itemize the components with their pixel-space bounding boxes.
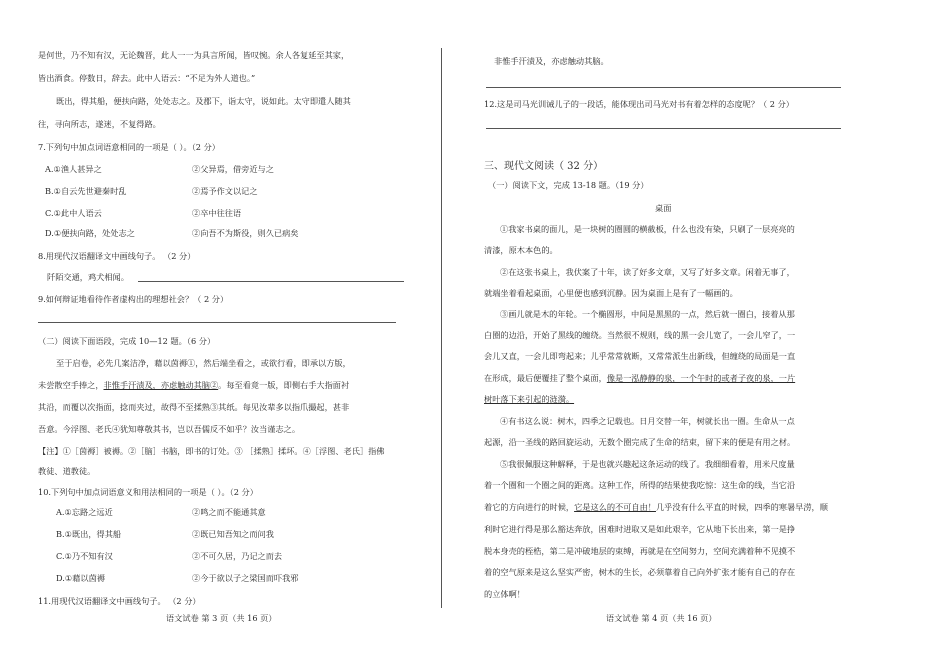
question-12: 12.这是司马光训诫儿子的一段话，能体现出司马光对书有着怎样的态度呢？（ 2 分）: [484, 99, 794, 109]
answer-line: [38, 322, 396, 323]
option-a2: ②父异焉，借旁近与之: [192, 164, 274, 174]
option-c1: C.①乃不知有汉: [56, 551, 113, 561]
option-b2: ②焉予作文以记之: [192, 186, 258, 196]
passage-line: 往，寻向所志，遂迷，不复得路。: [38, 119, 161, 129]
option-a2: ②鸣之而不能通其意: [192, 507, 266, 517]
question-8: 8.用现代汉语翻译文中画线句子。 （2 分）: [38, 251, 196, 261]
paragraph-line: 利时它进行得是那么豁达奔放，困难时进取又是如此艰辛，它从地下长出来，第一是挣: [484, 524, 796, 534]
paragraph-line: 着的空气原来是这么坚实严密，树木的生长，必须靠着自己向外扩张才能有自己的存在: [484, 567, 796, 577]
paragraph-line: ②在这张书桌上，我伏案了十年，读了好多文章，又写了好多文章。闲着无事了，: [500, 267, 795, 277]
paragraph-line: 会儿又直，一会儿即弯起来；儿乎常常就断，又常常派生出新线，但缠绕的局面是一直: [484, 351, 796, 361]
paragraph-line: 在形成，最后便覆挂了整个桌面，像是一泓静静的泉，一个午时的或者子夜的泉，一片: [484, 373, 796, 383]
annotation: 【注】①［茵褥］被褥。②［脑］书脑，即书的订处。③ ［揉熟］揉坏。④［浮图、老氏］指佛: [38, 446, 385, 456]
option-d1: D.①藉以茵褥: [56, 573, 105, 583]
underlined-sentence: 非惟手汗渍及，亦虑触动其脑②: [103, 380, 219, 390]
passage-line: 其沿，而覆以次指面，捻而夹过，故得不至揉熟③其纸。每见汝辈多以指爪撮起，甚非: [38, 402, 350, 412]
page-footer: 语文试卷 第 4 页（共 16 页）: [606, 613, 717, 623]
page-footer: 语文试卷 第 3 页（共 16 页）: [166, 613, 277, 623]
passage-line: 至于启卷，必先几案洁净，藉以茵褥①，然后端坐看之，或欲行看，即承以方版，: [56, 358, 351, 368]
essay-title: 桌面: [655, 203, 672, 213]
question-7: 7.下列句中加点词语意相同的一项是（ ）。（2 分）: [38, 142, 220, 152]
option-b1: B.①自云先世避秦时乱: [45, 186, 127, 196]
answer-line: [486, 87, 841, 88]
underlined-sentence: 像是一泓静静的泉，一个午时的或者子夜的泉，一片: [606, 373, 796, 383]
passage-line: 是何世，乃不知有汉，无论魏晋，此人一一为具言所闻，皆叹惋。余人各复延至其家，: [38, 50, 350, 60]
paragraph-line: ①我家书桌的面儿，是一块树的圈圆的横截板，什么也没有染，只刷了一层亮亮的: [500, 224, 795, 234]
answer-line: [486, 128, 841, 129]
option-a1: A.①忘路之远近: [56, 507, 113, 517]
option-d1: D.①便扶向路，处处志之: [45, 228, 135, 238]
paragraph-line: 着它的方向进行的时候，它是这么的不可自由！几乎没有什么平直的时候，四季的寒暑早涝，顺: [484, 502, 828, 512]
paragraph-line: 清漆，原木本色的。: [484, 245, 558, 255]
paragraph-line: 就端坐着看起桌面，心里便也感到沉静。因为桌面上是有了一幅画的。: [484, 288, 738, 298]
annotation: 教徒、道教徒。: [38, 466, 96, 476]
paragraph-line: ⑤我很佩服这种解释，于是也就兴趣起这条运动的线了。我细细看着，用米尺度量: [500, 459, 795, 469]
question-10: 10.下列句中加点词语意义和用法相同的一项是（ ）。（2 分）: [38, 487, 258, 497]
section-3-heading: 三、现代文阅读（ 32 分）: [484, 161, 604, 172]
option-b2: ②既已知吾知之而问我: [192, 529, 274, 539]
question-9: 9.如何辩证地看待作者虚构出的理想社会？（ 2 分）: [38, 294, 229, 304]
paragraph-line: 白圈的边沿，开始了黑线的缠绕。当然很不规则，线的黑一会儿宽了，一会儿窄了，一: [484, 330, 796, 340]
option-d2: ②向吾不为斯役，则久已病矣: [192, 228, 299, 238]
question-11: 11.用现代汉语翻译文中画线句子。 （2 分）: [38, 596, 201, 606]
passage-line: 吾意。今浮图、老氏④犹知尊敬其书，岂以吾儒反不如乎？汝当谨志之。: [38, 424, 301, 434]
paragraph-line: 着一个圈和一个圈之间的距离。这种工作，所得的结果使我吃惊：这生命的线，当它沿: [484, 480, 796, 490]
question-11-sentence: 非惟手汗渍及，亦虑触动其脑。: [494, 56, 609, 66]
section-3-subheading: （一）阅读下文，完成 13-18 题。（19 分）: [488, 180, 649, 190]
paragraph-line: 脱本身壳的桎梏，第二是冲破地层的束缚，再就是在空间努力，空间充满着种不见摸不: [484, 546, 796, 556]
passage-line: 未尝散空手捧之，非惟手汗渍及，亦虑触动其脑②。每至看竟一版，即侧右手大指面衬: [38, 380, 350, 390]
option-d2: ②今于欲以子之梁国而吓我邪: [192, 573, 299, 583]
question-8-sentence: 阡陌交通，鸡犬相闻。: [47, 272, 129, 282]
paragraph-line: ③画儿就是木的年轮。一个椭圆形，中间是黑黑的一点，然后就一圈白，接着从那: [500, 309, 795, 319]
option-a1: A.①渔人甚异之: [45, 164, 102, 174]
option-c2: ②卒中往往语: [192, 208, 242, 218]
option-b1: B.①既出，得其船: [56, 529, 122, 539]
passage-line: 皆出酒食。停数日，辞去。此中人语云：“不足为外人道也。”: [38, 73, 256, 83]
passage-line: 既出，得其船，便扶向路，处处志之。及郡下，诣太守，说如此。太守即遣人随其: [56, 96, 351, 106]
answer-line: [138, 281, 404, 282]
option-c2: ②不可久居，乃记之而去: [192, 551, 283, 561]
page-divider: [441, 48, 442, 608]
option-c1: C.①此中人语云: [45, 208, 102, 218]
paragraph-line: 的立体啊！: [484, 589, 525, 599]
paragraph-line: 起源，沿一圣线的路回旋运动，无数个圈完成了生命的结束，留下来的便是有用之材。: [484, 437, 796, 447]
paragraph-line: ④有书这么说：树木，四季之记载也。日月交替一年，树就长出一圈。生命从一点: [500, 416, 795, 426]
underlined-sentence: 它是这么的不可自由！: [574, 502, 656, 512]
section-2-heading: （二）阅读下面语段，完成 10—12 题。（6 分）: [38, 336, 216, 346]
underlined-sentence: 树叶落下来引起的涟漪。: [484, 394, 575, 404]
